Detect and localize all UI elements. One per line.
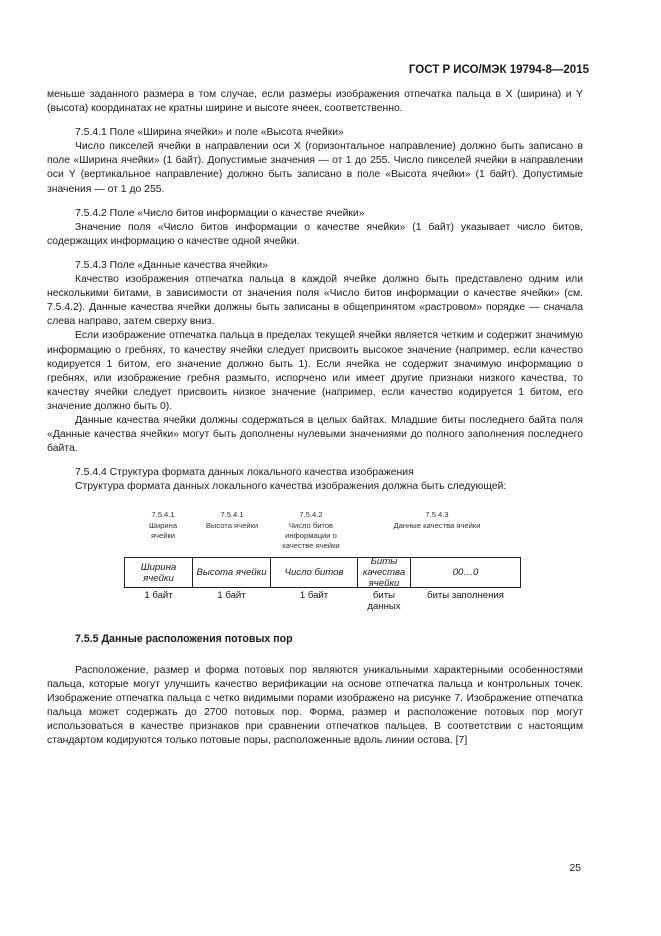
- section-7543-text-1: Качество изображения отпечатка пальца в каждой ячейке должно быть представлено одним или несколькими битами, в зависимости от значения поля «Число битов информации о качестве ячейки» (см. 7.5.4.2). Данные качества ячейки должны быть записаны в общепринятом «растровом» порядке — сначала слева направо, затем сверху вниз.: [47, 274, 583, 328]
- cell-height-field: Высота ячейки: [192, 557, 271, 588]
- section-7542-heading: 7.5.4.2 Поле «Число битов информации о качестве ячейки»: [75, 207, 365, 219]
- section-7544-heading: 7.5.4.4 Структура формата данных локального качества изображения: [75, 467, 414, 479]
- column-ref-cell-width: 7.5.4.1 Ширина ячейки: [148, 510, 178, 541]
- section-7543-text-3: Данные качества ячейки должны содержаться в целых байтах. Младшие биты последнего байта поля «Данные качества ячейки» могут быть дополнены нулевыми значениями до полного заполнения последнего байта.: [47, 414, 583, 455]
- cell-width-field: Ширина ячейки: [124, 557, 193, 588]
- size-quality-bits: биты данных: [367, 590, 401, 613]
- column-ref-bits-count: 7.5.4.2 Число битов информации о качестве ячейки: [282, 510, 340, 551]
- bits-count-field: Число битов: [270, 557, 358, 588]
- document-header: ГОСТ Р ИСО/МЭК 19794-8—2015: [408, 64, 589, 76]
- section-755-heading: 7.5.5 Данные расположения потовых пор: [75, 633, 293, 646]
- format-structure-diagram: [47, 502, 583, 632]
- page-number: 25: [569, 862, 581, 874]
- section-7541-heading: 7.5.4.1 Поле «Ширина ячейки» и поле «Высота ячейки»: [75, 127, 344, 139]
- section-7542-text: Значение поля «Число битов информации о качестве ячейки» (1 байт) указывает число битов, содержащих информацию о качестве одной ячейки.: [47, 221, 583, 247]
- page-body: [47, 88, 583, 748]
- padding-bits-field: 00…0: [410, 557, 521, 588]
- size-padding-bits: биты заполнения: [427, 590, 504, 602]
- section-7543-text-2: Если изображение отпечатка пальца в пределах текущей ячейки является четким и содержит значимую информацию о гребнях, то качеству ячейки следует присвоить высокое значение (например, если качество кодируется 1 битом, его значение должно быть 1). Если ячейка не содержит значимую информацию о гребнях, или изображение гребня размыто, испорчено или имеет другие признаки низкого качества, то качеству ячейки следует присвоить низкое значение (например, если качество кодируется 1 битом, его значение должно быть 0).: [47, 330, 583, 412]
- column-ref-quality-data: 7.5.4.3 Данные качества ячейки: [393, 510, 481, 530]
- intro-paragraph: меньше заданного размера в том случае, если размеры изображения отпечатка пальца в X (ширина) и Y (высота) координатах не кратны ширине и высоте ячеек, соответственно.: [47, 89, 583, 115]
- size-cell-height: 1 байт: [217, 590, 246, 602]
- size-cell-width: 1 байт: [144, 590, 173, 602]
- section-7543-heading: 7.5.4.3 Поле «Данные качества ячейки»: [75, 259, 268, 271]
- section-7541-text: Число пикселей ячейки в направлении оси X (горизонтальное направление) должно быть записано в поле «Ширина ячейки» (1 байт). Допустимые значения — от 1 до 255. Число пикселей ячейки в направлении оси Y (вертикальное направление) должно быть записано в поле «Высота ячейки» (1 байт). Допустимые значения — от 1 до 255.: [47, 141, 583, 195]
- section-7544-text: Структура формата данных локального качества изображения должна быть следующей:: [75, 481, 507, 493]
- quality-bits-field: Биты качества ячейки: [357, 557, 411, 588]
- column-ref-cell-height: 7.5.4.1 Высота ячейки: [205, 510, 259, 530]
- size-bits-count: 1 байт: [299, 590, 329, 602]
- section-755-text: Расположение, размер и форма потовых пор являются уникальными характерными особенностями пальца, которые могут улучшить качество верификации на основе отпечатка пальца и контрольных точек. Изображение отпечатка пальца с четко видимыми порами изображено на рисунке 7. Изображение отпечатка пальца может содержать до 2700 потовых пор. Форма, размер и расположение потовых пор могут использоваться в качестве признаков при сравнении отпечатков пальцев. В соответствии с настоящим стандартом кодируются только потовые поры, расположенные вдоль линии остова. [7]: [47, 664, 583, 746]
